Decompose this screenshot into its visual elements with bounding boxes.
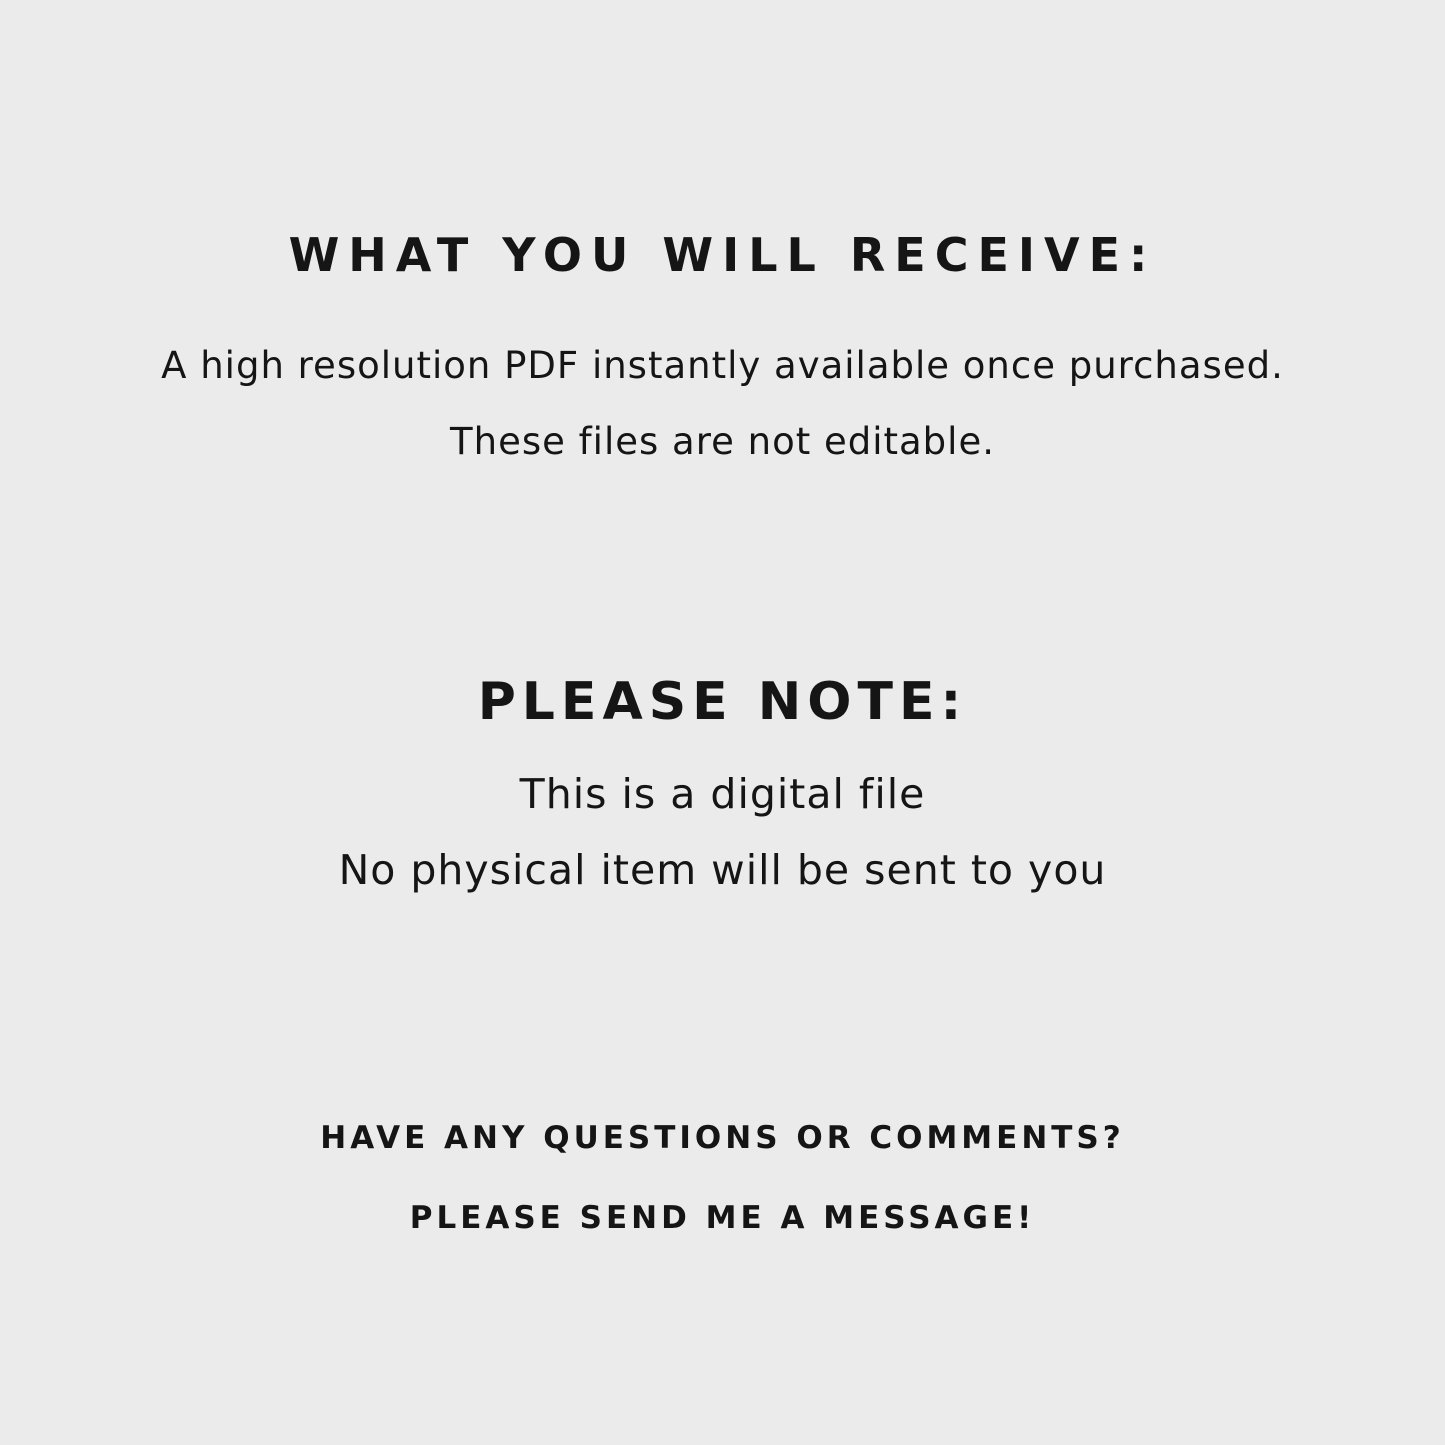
contact-section-text-line-1: HAVE ANY QUESTIONS OR COMMENTS? — [320, 1120, 1125, 1156]
receive-section-text-line-1: A high resolution PDF instantly available once purchased. — [161, 344, 1284, 387]
note-section-text-line-1: This is a digital file — [519, 770, 926, 818]
note-section-heading: PLEASE NOTE: — [477, 672, 968, 732]
receive-section-text-line-2: These files are not editable. — [450, 420, 995, 463]
note-section-text-line-2: No physical item will be sent to you — [338, 846, 1107, 894]
receive-section-heading: WHAT YOU WILL RECEIVE: — [288, 228, 1157, 282]
contact-section-text-line-2: PLEASE SEND ME A MESSAGE! — [409, 1200, 1036, 1236]
